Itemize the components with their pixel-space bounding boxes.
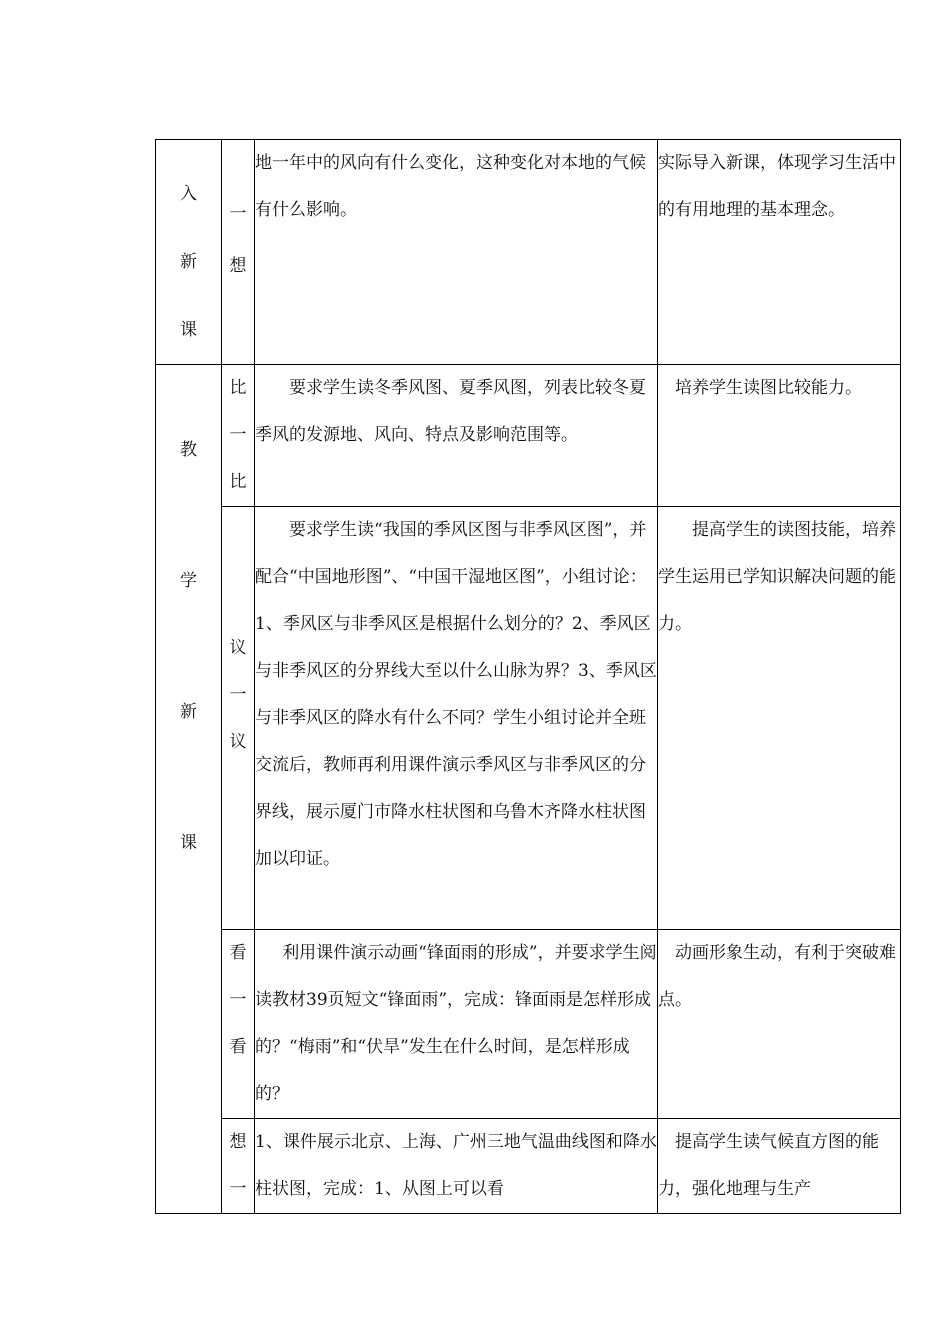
activity-text: 利用课件演示动画“锋面雨的形成”，并要求学生阅读教材39页短文“锋面雨”，完成：锋面雨是怎样形成的？“梅雨”和“伏旱”发生在什么时间，是怎样形成的？	[255, 943, 657, 1104]
lesson-plan-table	[155, 139, 901, 1214]
purpose-text: 动画形象生动，有利于突破难点。	[658, 943, 896, 1010]
content-cell	[255, 507, 658, 930]
purpose-text: 培养学生读图比较能力。	[675, 378, 862, 398]
note-cell	[658, 930, 901, 1119]
note-cell	[658, 140, 901, 365]
step-cell: 看 一 看	[222, 930, 255, 1119]
step-cell: 想 一	[222, 1119, 255, 1214]
table-row	[156, 365, 901, 507]
step-cell: 比 一 比	[222, 365, 255, 507]
table-row	[156, 140, 901, 365]
stage-cell: 教 学 新 课	[156, 365, 222, 1214]
table-row	[156, 507, 901, 930]
step-cell: 一 想	[222, 140, 255, 365]
step-cell: 议 一 议	[222, 507, 255, 930]
activity-text: 要求学生读“我国的季风区图与非季风区图”，并配合“中国地形图”、“中国干湿地区图”，小组讨论：1、季风区与非季风区是根据什么划分的？2、季风区与非季风区的分界线大至以什么山脉为界？3、季风区与非季风区的降水有什么不同？学生小组讨论并全班交流后，教师再利用课件演示季风区与非季风区的分界线，展示厦门市降水柱状图和乌鲁木齐降水柱状图加以印证。	[255, 520, 657, 869]
content-cell	[255, 930, 658, 1119]
activity-text: 1、课件展示北京、上海、广州三地气温曲线图和降水柱状图，完成：1、从图上可以看	[255, 1132, 657, 1199]
content-cell	[255, 1119, 658, 1214]
purpose-text: 提高学生读气候直方图的能力，强化地理与生产	[658, 1132, 879, 1199]
note-cell	[658, 1119, 901, 1214]
activity-text: 地一年中的风向有什么变化，这种变化对本地的气候有什么影响。	[255, 153, 646, 220]
activity-text: 要求学生读冬季风图、夏季风图，列表比较冬夏季风的发源地、风向、特点及影响范围等。	[255, 378, 646, 445]
table-row	[156, 1119, 901, 1214]
purpose-text: 实际导入新课，体现学习生活中的有用地理的基本理念。	[658, 153, 896, 220]
note-cell	[658, 365, 901, 507]
table-row	[156, 930, 901, 1119]
stage-cell: 入 新 课	[156, 140, 222, 365]
purpose-text: 提高学生的读图技能，培养学生运用已学知识解决问题的能力。	[658, 520, 896, 634]
note-cell	[658, 507, 901, 930]
content-cell	[255, 140, 658, 365]
content-cell	[255, 365, 658, 507]
